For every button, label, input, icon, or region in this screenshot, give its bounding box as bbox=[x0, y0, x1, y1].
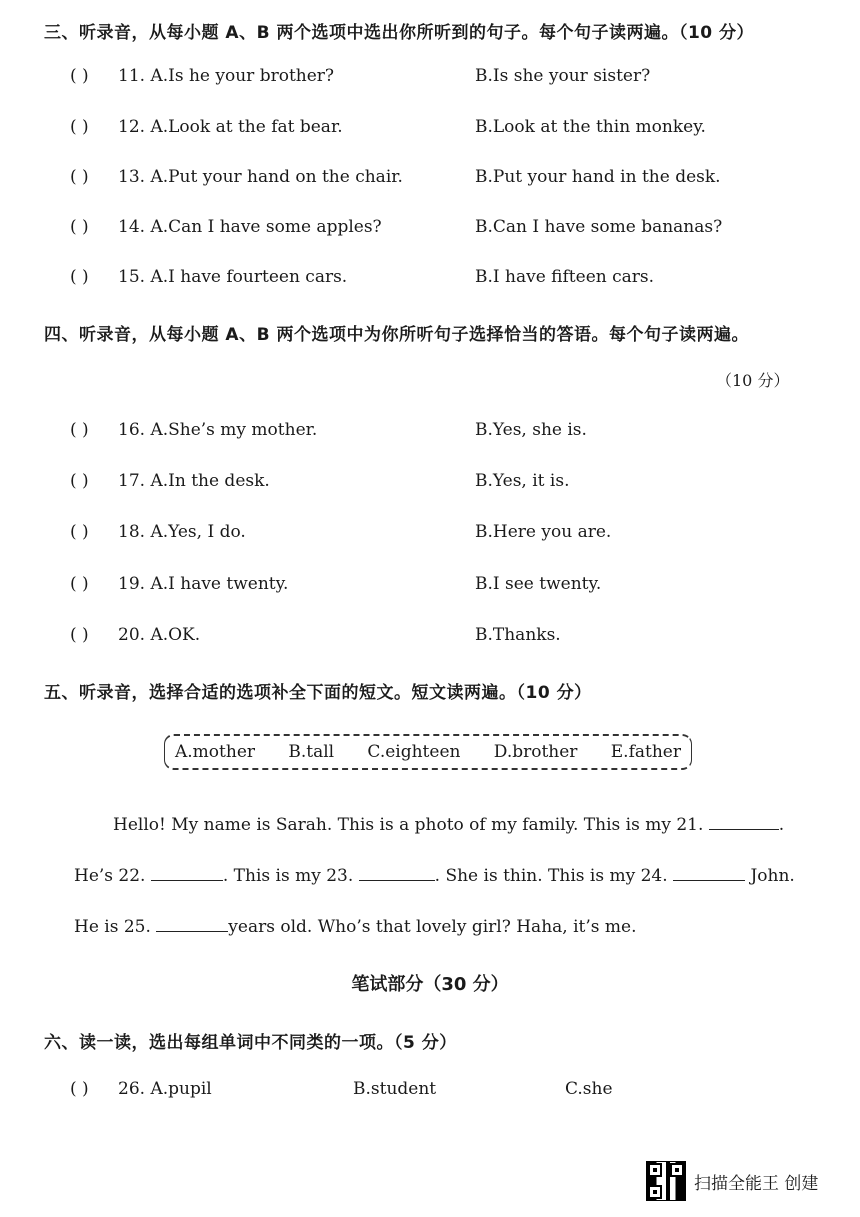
passage-text: years old. Who’s that lovely girl? Haha, it’s me. bbox=[228, 917, 637, 937]
answer-paren[interactable]: ( ) bbox=[70, 574, 89, 594]
question-row bbox=[70, 522, 810, 546]
passage-text: Hello! My name is Sarah. This is a photo of my family. This is my 21. bbox=[113, 815, 704, 835]
passage-text: . bbox=[778, 815, 785, 835]
answer-paren[interactable]: ( ) bbox=[70, 267, 89, 287]
option-a: 17. A.In the desk. bbox=[118, 471, 270, 491]
question-row bbox=[70, 471, 810, 495]
answer-paren[interactable]: ( ) bbox=[70, 117, 89, 137]
option-b: B.Yes, she is. bbox=[475, 420, 587, 440]
passage-line-2 bbox=[74, 864, 795, 886]
blank-25[interactable] bbox=[156, 915, 228, 932]
word-option: B.tall bbox=[288, 742, 335, 762]
section3-heading: 三、听录音，从每小题 A、B 两个选项中选出你所听到的句子。每个句子读两遍。（10 分） bbox=[44, 23, 755, 43]
option-b: B.Look at the thin monkey. bbox=[475, 117, 706, 137]
option-a: 14. A.Can I have some apples? bbox=[118, 217, 382, 237]
written-part-title: 笔试部分（30 分） bbox=[351, 974, 509, 995]
answer-paren[interactable]: ( ) bbox=[70, 1079, 89, 1099]
passage-line-3 bbox=[74, 915, 636, 937]
question-row bbox=[70, 1079, 810, 1103]
question-row bbox=[70, 267, 810, 291]
option-a: 20. A.OK. bbox=[118, 625, 201, 645]
word-bank bbox=[164, 734, 692, 770]
question-row bbox=[70, 420, 810, 444]
passage-text: . She is thin. This is my 24. bbox=[434, 866, 668, 886]
option-a: 13. A.Put your hand on the chair. bbox=[118, 167, 403, 187]
qr-code-icon bbox=[646, 1161, 686, 1201]
option-b: B.I have fifteen cars. bbox=[475, 267, 655, 287]
word-option: C.eighteen bbox=[367, 742, 461, 762]
option-a: 16. A.She’s my mother. bbox=[118, 420, 318, 440]
option-b: B.Can I have some bananas? bbox=[475, 217, 723, 237]
question-row bbox=[70, 217, 810, 241]
answer-paren[interactable]: ( ) bbox=[70, 66, 89, 86]
option-b: B.Yes, it is. bbox=[475, 471, 570, 491]
option-b: B.Put your hand in the desk. bbox=[475, 167, 721, 187]
passage-line-1 bbox=[113, 813, 784, 835]
scanner-watermark bbox=[646, 1162, 818, 1200]
section5-heading: 五、听录音，选择合适的选项补全下面的短文。短文读两遍。（10 分） bbox=[44, 683, 592, 703]
passage-text: He’s 22. bbox=[74, 866, 146, 886]
answer-paren[interactable]: ( ) bbox=[70, 420, 89, 440]
option-c: C.she bbox=[565, 1079, 613, 1099]
section4-heading: 四、听录音，从每小题 A、B 两个选项中为你所听句子选择恰当的答语。每个句子读两遍。 bbox=[44, 325, 749, 345]
option-b: B.Thanks. bbox=[475, 625, 561, 645]
section6-heading: 六、读一读，选出每组单词中不同类的一项。（5 分） bbox=[44, 1033, 457, 1053]
option-a: 12. A.Look at the fat bear. bbox=[118, 117, 343, 137]
passage-text: . This is my 23. bbox=[222, 866, 354, 886]
option-b: B.I see twenty. bbox=[475, 574, 602, 594]
blank-24[interactable] bbox=[673, 864, 745, 881]
word-option: A.mother bbox=[175, 742, 256, 762]
answer-paren[interactable]: ( ) bbox=[70, 217, 89, 237]
answer-paren[interactable]: ( ) bbox=[70, 167, 89, 187]
question-row bbox=[70, 625, 810, 649]
option-a: 11. A.Is he your brother? bbox=[118, 66, 335, 86]
blank-23[interactable] bbox=[359, 864, 435, 881]
blank-21[interactable] bbox=[709, 813, 779, 830]
option-b: B.student bbox=[353, 1079, 437, 1099]
answer-paren[interactable]: ( ) bbox=[70, 522, 89, 542]
answer-paren[interactable]: ( ) bbox=[70, 625, 89, 645]
word-option: E.father bbox=[610, 742, 681, 762]
word-option: D.brother bbox=[493, 742, 578, 762]
option-a: 18. A.Yes, I do. bbox=[118, 522, 246, 542]
question-row bbox=[70, 117, 810, 141]
question-row bbox=[70, 574, 810, 598]
passage-text: He is 25. bbox=[74, 917, 151, 937]
option-b: B.Is she your sister? bbox=[475, 66, 651, 86]
passage-text: John. bbox=[750, 866, 795, 886]
question-row bbox=[70, 167, 810, 191]
option-a: 19. A.I have twenty. bbox=[118, 574, 289, 594]
option-b: B.Here you are. bbox=[475, 522, 612, 542]
option-a: 15. A.I have fourteen cars. bbox=[118, 267, 348, 287]
blank-22[interactable] bbox=[151, 864, 223, 881]
watermark-text: 扫描全能王 创建 bbox=[694, 1173, 819, 1194]
option-a: 26. A.pupil bbox=[118, 1079, 212, 1099]
question-row bbox=[70, 66, 810, 90]
answer-paren[interactable]: ( ) bbox=[70, 471, 89, 491]
section4-score: （10 分） bbox=[716, 371, 790, 390]
